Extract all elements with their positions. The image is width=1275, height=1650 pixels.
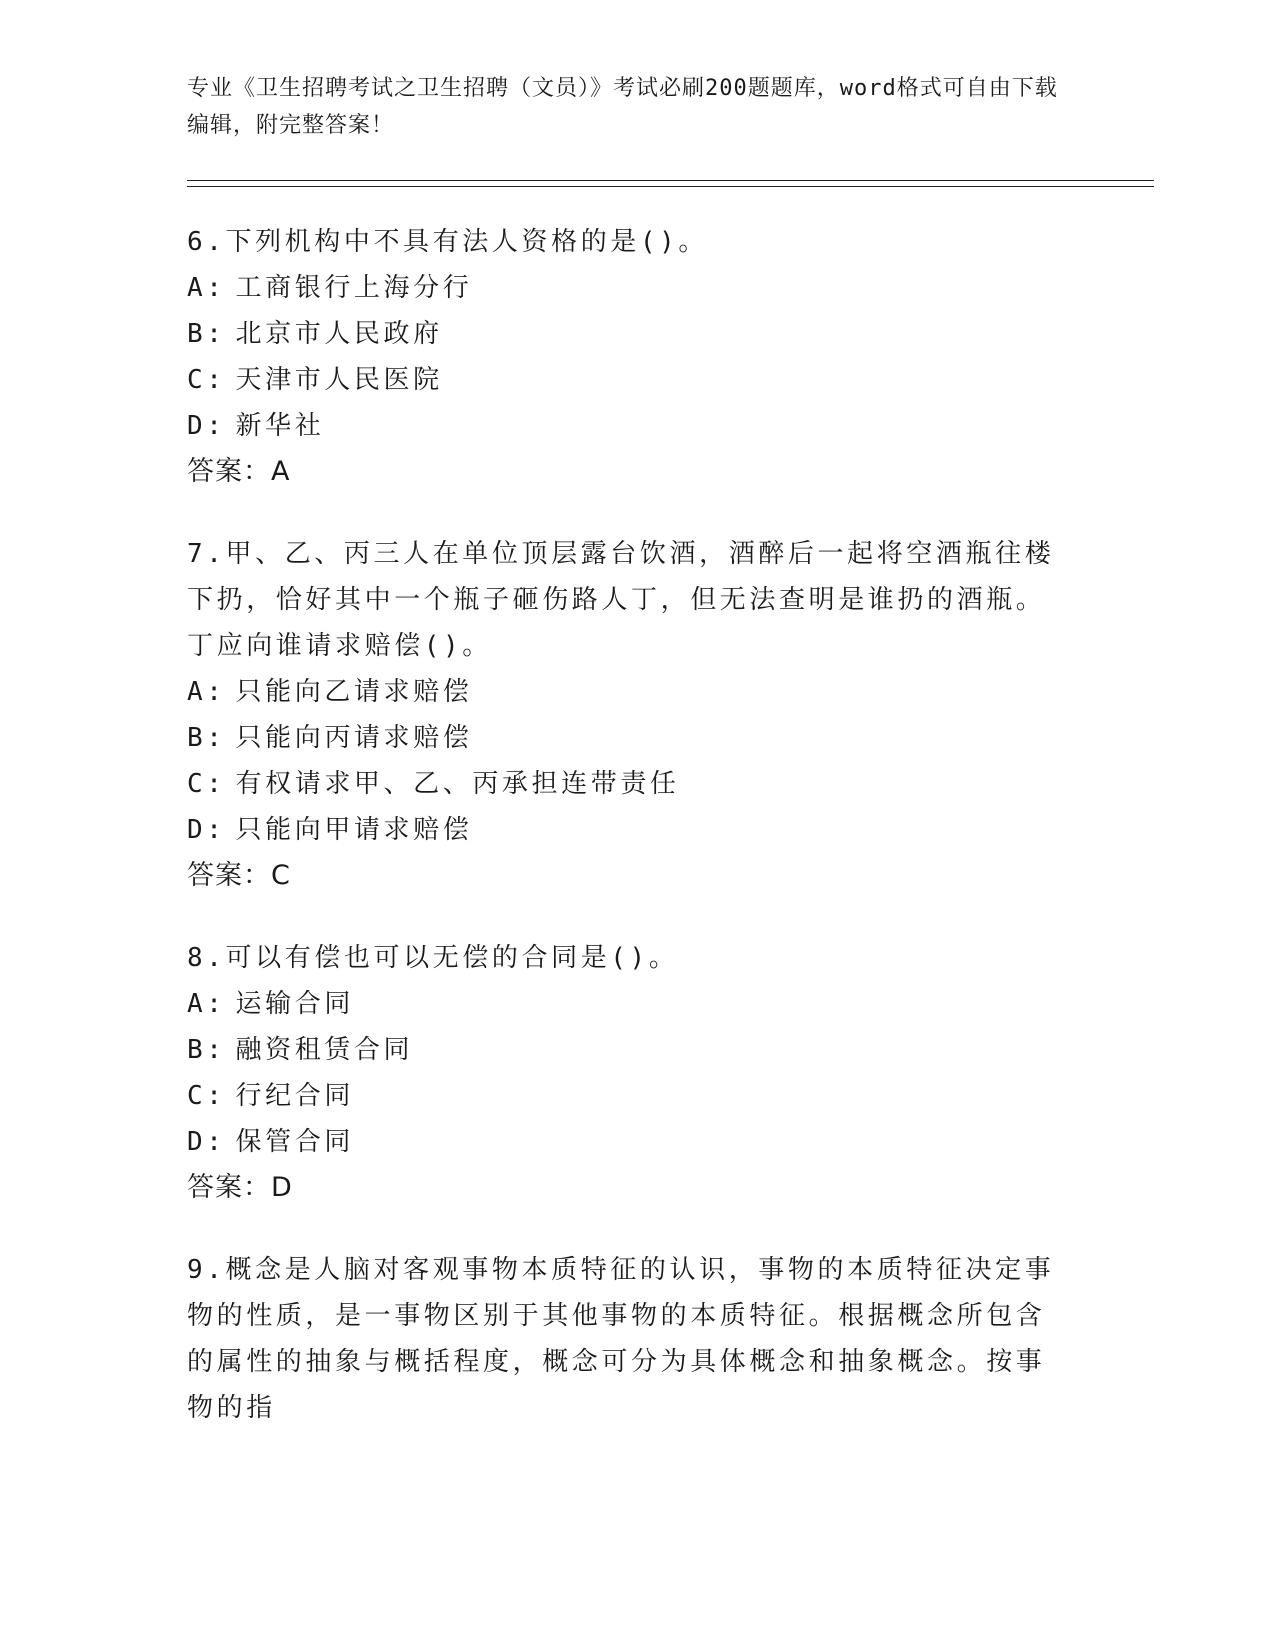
answer-line: 答案：D [187,1172,293,1203]
option-c [187,761,1107,807]
option-letter: B: [187,1035,226,1065]
option-letter: D: [187,815,226,845]
option-d [187,1119,1107,1165]
option-b [187,311,1107,357]
document-page [187,70,1107,1431]
option-text: 工商银行上海分行 [235,273,473,303]
answer-line: 答案：A [187,456,291,487]
option-text: 运输合同 [235,989,354,1019]
option-d [187,403,1107,449]
option-text: 只能向丙请求赔偿 [235,723,473,753]
option-letter: C: [187,769,226,799]
option-text: 融资租赁合同 [235,1035,414,1065]
option-text: 保管合同 [235,1127,354,1157]
option-letter: D: [187,1127,226,1157]
option-a [187,981,1107,1027]
option-text: 北京市人民政府 [235,319,443,349]
document-header: 专业《卫生招聘考试之卫生招聘（文员）》考试必刷200题题库，word格式可自由下载编辑，附完整答案！ [187,76,1058,138]
answer-line: 答案：C [187,860,291,891]
question-7 [187,531,1107,899]
option-text: 只能向甲请求赔偿 [235,815,473,845]
option-a [187,669,1107,715]
option-letter: A: [187,989,226,1019]
question-text: 9.概念是人脑对客观事物本质特征的认识，事物的本质特征决定事物的性质，是一事物区别于其他事物的本质特征。根据概念所包含的属性的抽象与概括程度，概念可分为具体概念和抽象概念。按事物的指 [187,1255,1055,1423]
option-b [187,1027,1107,1073]
option-d [187,807,1107,853]
option-text: 有权请求甲、乙、丙承担连带责任 [235,769,680,799]
option-c [187,1073,1107,1119]
question-text: 8.可以有偿也可以无偿的合同是()。 [187,943,679,973]
option-letter: B: [187,723,226,753]
question-9 [187,1247,1107,1431]
option-text: 只能向乙请求赔偿 [235,677,473,707]
option-letter: A: [187,677,226,707]
option-a [187,265,1107,311]
option-letter: D: [187,411,226,441]
question-text: 6.下列机构中不具有法人资格的是()。 [187,227,709,257]
option-text: 行纪合同 [235,1081,354,1111]
option-text: 新华社 [235,411,325,441]
option-letter: B: [187,319,226,349]
question-8 [187,935,1107,1211]
question-text: 7.甲、乙、丙三人在单位顶层露台饮酒，酒醉后一起将空酒瓶往楼下扔，恰好其中一个瓶子砸伤路人丁，但无法查明是谁扔的酒瓶。丁应向谁请求赔偿()。 [187,539,1055,661]
header-divider [187,180,1154,187]
option-b [187,715,1107,761]
option-c [187,357,1107,403]
option-letter: C: [187,1081,226,1111]
option-letter: A: [187,273,226,303]
question-6 [187,219,1107,495]
option-letter: C: [187,365,226,395]
option-text: 天津市人民医院 [235,365,443,395]
